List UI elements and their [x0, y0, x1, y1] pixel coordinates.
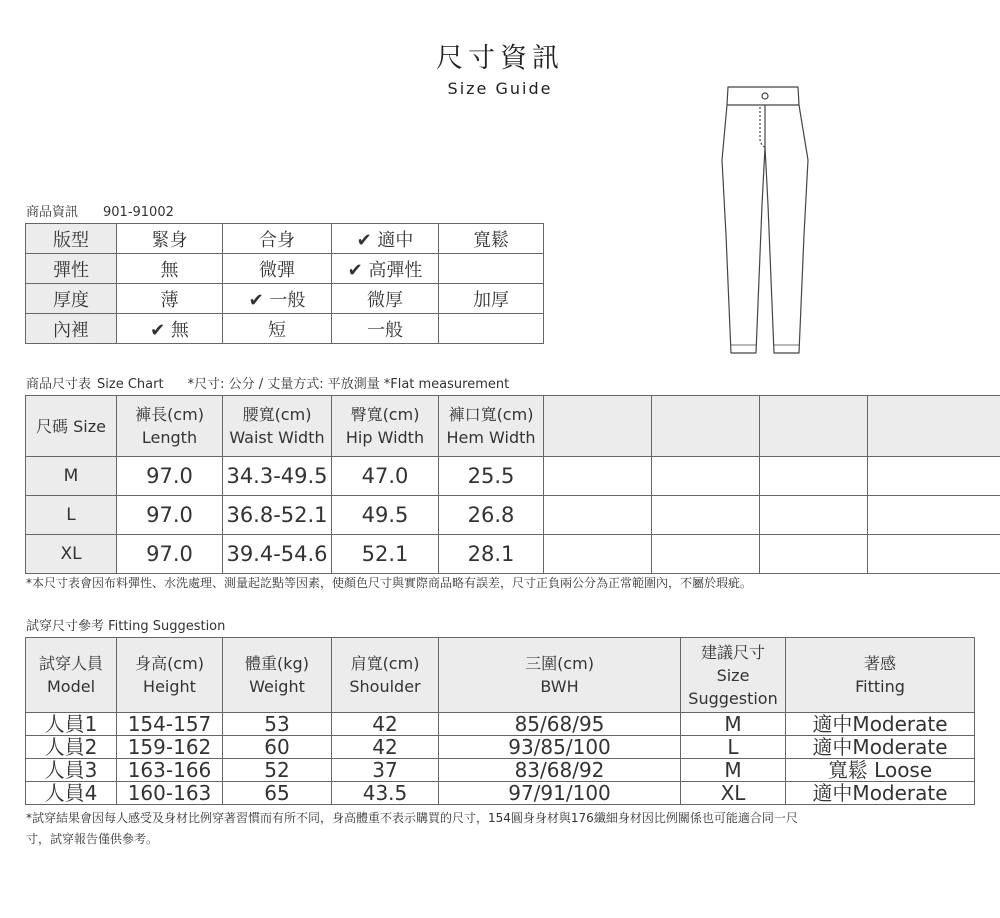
fitting-value: 163-166: [117, 759, 223, 782]
product-attributes-table: [25, 223, 544, 344]
fitting-column-header: [786, 638, 975, 713]
attribute-row: [26, 254, 544, 284]
fitting-value: 60: [223, 736, 332, 759]
header-line: Weight: [249, 677, 305, 696]
header-line: Size: [716, 665, 750, 685]
attribute-option: ✔ 無: [117, 314, 223, 344]
method-note: *Flat measurement: [383, 377, 510, 392]
title-en: Size Guide: [447, 79, 553, 98]
header-zh: 褲長(cm): [135, 405, 204, 424]
attribute-header: 厚度: [26, 284, 117, 314]
measurement-value: [544, 457, 652, 496]
size-label: L: [26, 496, 117, 535]
header-line: 建議尺寸: [700, 642, 765, 662]
fitting-footnote: *試穿結果會因每人感受及身材比例穿著習慣而有所不同，身高體重不表示購買的尺寸，154圓身身材與176纖細身材因比例關係也可能適合同一尺 寸，試穿報告僅供參考。: [26, 811, 798, 846]
measurement-value: 97.0: [117, 457, 223, 496]
title-zh: 尺寸資訊: [436, 43, 564, 74]
measurement-value: 49.5: [332, 496, 439, 535]
measurement-value: [868, 496, 1000, 535]
measurement-value: 34.3-49.5: [223, 457, 332, 496]
attribute-option: 無: [117, 254, 223, 284]
fitting-value: 42: [332, 713, 439, 736]
fitting-value: 人員1: [26, 713, 117, 736]
attribute-option: 緊身: [117, 224, 223, 254]
size-row: [26, 457, 1000, 496]
attribute-header: 彈性: [26, 254, 117, 284]
header-line: Height: [143, 677, 196, 696]
fitting-value: 52: [223, 759, 332, 782]
size-chart-header-row: [26, 396, 1000, 457]
size-chart-column-header: [26, 396, 117, 457]
header-en: Hem Width: [446, 428, 536, 447]
fitting-value: M: [681, 759, 786, 782]
unit-note: *尺寸: 公分 / 丈量方式: 平放測量: [187, 377, 380, 392]
measurement-value: 97.0: [117, 535, 223, 574]
attribute-option: [439, 254, 544, 284]
fitting-row: [26, 713, 975, 736]
attribute-header: 內裡: [26, 314, 117, 344]
size-label: M: [26, 457, 117, 496]
measurement-value: [760, 457, 868, 496]
measurement-value: 97.0: [117, 496, 223, 535]
measurement-value: 26.8: [439, 496, 544, 535]
header-line: BWH: [540, 677, 579, 696]
attribute-option: ✔ 一般: [223, 284, 332, 314]
measurement-value: [652, 496, 760, 535]
fitting-label: 試穿尺寸參考 Fitting Suggestion: [26, 619, 226, 634]
fitting-row: [26, 782, 975, 805]
product-info-label: 商品資訊 901-91002: [26, 205, 174, 220]
header-zh: 褲口寬(cm): [448, 405, 534, 424]
size-chart-table: [25, 395, 1000, 574]
fitting-value: 適中Moderate: [786, 713, 975, 736]
fitting-row: [26, 736, 975, 759]
fitting-column-header: [681, 638, 786, 713]
measurement-value: [652, 457, 760, 496]
fitting-value: L: [681, 736, 786, 759]
fitting-value: 人員3: [26, 759, 117, 782]
fitting-value: 97/91/100: [439, 782, 681, 805]
fitting-value: 154-157: [117, 713, 223, 736]
fitting-value: 83/68/92: [439, 759, 681, 782]
attribute-option: 寬鬆: [439, 224, 544, 254]
measurement-value: [544, 496, 652, 535]
fitting-value: 42: [332, 736, 439, 759]
header-zh: 尺碼 Size: [36, 416, 106, 436]
fitting-value: 人員2: [26, 736, 117, 759]
header-zh: 腰寬(cm): [242, 405, 312, 424]
fitting-value: 適中Moderate: [786, 736, 975, 759]
measurement-value: 52.1: [332, 535, 439, 574]
pants-illustration: [718, 85, 813, 360]
measurement-value: 39.4-54.6: [223, 535, 332, 574]
measurement-value: 28.1: [439, 535, 544, 574]
header-line: 試穿人員: [38, 654, 103, 673]
attribute-option: [439, 314, 544, 344]
fitting-value: 160-163: [117, 782, 223, 805]
attribute-option: 微厚: [332, 284, 439, 314]
attribute-row: [26, 224, 544, 254]
attribute-row: [26, 284, 544, 314]
header-line: 體重(kg): [245, 654, 309, 673]
measurement-value: 47.0: [332, 457, 439, 496]
header-line: 肩寬(cm): [350, 654, 420, 673]
size-chart-column-header: [760, 396, 868, 457]
size-chart-column-header: [117, 396, 223, 457]
header-line: Suggestion: [688, 688, 778, 708]
fitting-column-header: [439, 638, 681, 713]
header-en: Waist Width: [229, 428, 325, 447]
header-en: Length: [141, 428, 198, 447]
fitting-value: 43.5: [332, 782, 439, 805]
header-line: 身高(cm): [135, 654, 204, 673]
attribute-option: ✔ 適中: [332, 224, 439, 254]
attribute-option: 微彈: [223, 254, 332, 284]
fitting-column-header: [26, 638, 117, 713]
size-chart-column-header: [652, 396, 760, 457]
size-chart-footnote: *本尺寸表會因布料彈性、水洗處理、測量起訖點等因素，使顏色尺寸與實際商品略有誤差，尺寸正負兩公分為正常範圍內，不屬於瑕疵。: [26, 576, 753, 590]
fitting-value: 37: [332, 759, 439, 782]
product-code: 901-91002: [103, 205, 174, 220]
measurement-value: [868, 535, 1000, 574]
measurement-value: [760, 496, 868, 535]
fitting-value: 65: [223, 782, 332, 805]
attribute-option: ✔ 高彈性: [332, 254, 439, 284]
measurement-value: [868, 457, 1000, 496]
attribute-option: 薄: [117, 284, 223, 314]
measurement-value: [544, 535, 652, 574]
fitting-header-row: [26, 638, 975, 713]
size-chart-column-header: [223, 396, 332, 457]
header-line: 著感: [863, 654, 896, 673]
size-chart-column-header: [439, 396, 544, 457]
size-chart-column-header: [332, 396, 439, 457]
fitting-column-header: [223, 638, 332, 713]
measurement-value: 25.5: [439, 457, 544, 496]
fitting-column-header: [117, 638, 223, 713]
attribute-option: 合身: [223, 224, 332, 254]
header-en: Hip Width: [345, 428, 425, 447]
attribute-header: 版型: [26, 224, 117, 254]
fitting-value: 適中Moderate: [786, 782, 975, 805]
size-row: [26, 496, 1000, 535]
fitting-column-header: [332, 638, 439, 713]
attribute-option: 短: [223, 314, 332, 344]
size-chart-label: 商品尺寸表 Size Chart *尺寸: 公分 / 丈量方式: 平放測量 *Flat measurement: [26, 377, 510, 392]
fitting-value: XL: [681, 782, 786, 805]
fitting-value: M: [681, 713, 786, 736]
fitting-value: 53: [223, 713, 332, 736]
fitting-table: [25, 637, 975, 805]
header-line: 三圍(cm): [525, 654, 594, 673]
fitting-row: [26, 759, 975, 782]
size-label: XL: [26, 535, 117, 574]
attribute-option: 一般: [332, 314, 439, 344]
fitting-value: 85/68/95: [439, 713, 681, 736]
measurement-value: [760, 535, 868, 574]
header-line: Model: [46, 677, 96, 696]
page-title: [400, 42, 600, 100]
attribute-option: 加厚: [439, 284, 544, 314]
fitting-value: 159-162: [117, 736, 223, 759]
header-zh: 臀寬(cm): [350, 405, 420, 424]
measurement-value: [652, 535, 760, 574]
header-line: Shoulder: [349, 677, 421, 696]
attribute-row: [26, 314, 544, 344]
fitting-value: 寬鬆 Loose: [786, 759, 975, 782]
measurement-value: 36.8-52.1: [223, 496, 332, 535]
fitting-value: 人員4: [26, 782, 117, 805]
size-row: [26, 535, 1000, 574]
size-chart-column-header: [544, 396, 652, 457]
header-line: Fitting: [855, 677, 905, 696]
fitting-value: 93/85/100: [439, 736, 681, 759]
size-chart-column-header: [868, 396, 1000, 457]
